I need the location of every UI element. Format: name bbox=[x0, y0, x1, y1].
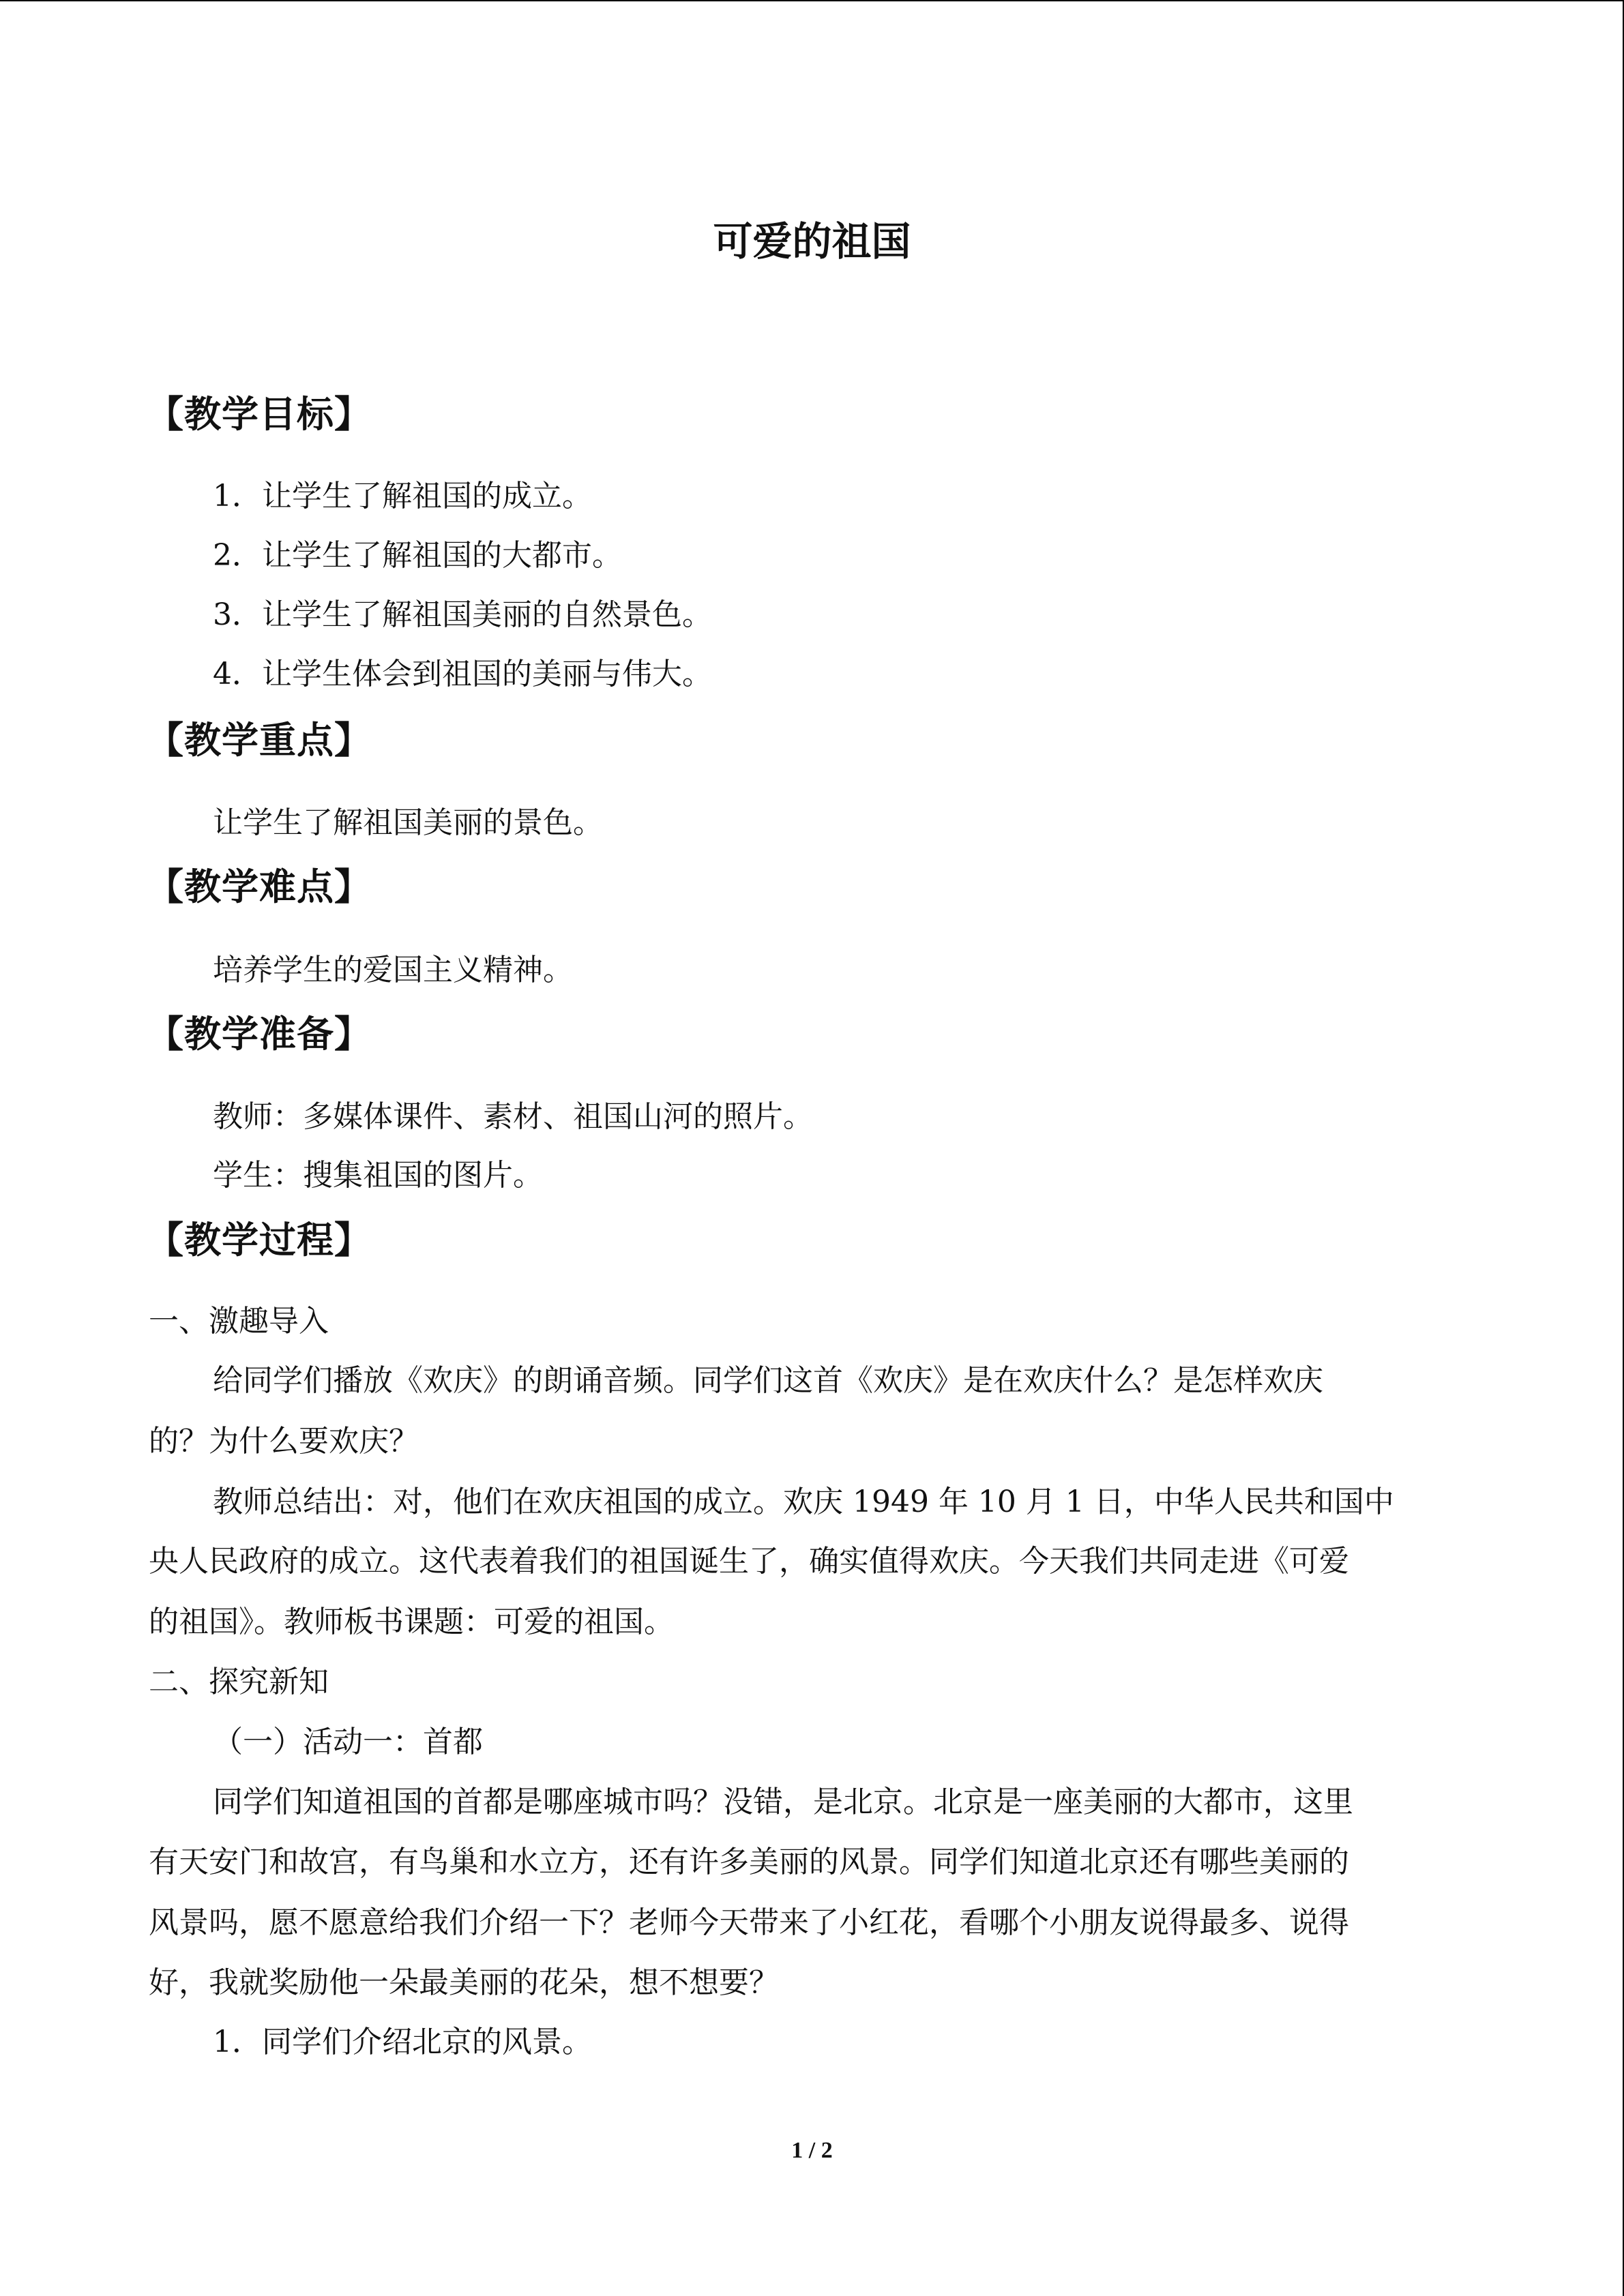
page-number: 1 / 2 bbox=[791, 2138, 833, 2163]
objective-item-3: 3．让学生了解祖国美丽的自然景色。 bbox=[213, 597, 712, 632]
heading-difficulties: 【教学难点】 bbox=[147, 865, 372, 908]
heading-process: 【教学过程】 bbox=[147, 1219, 372, 1262]
part2-title: 二、探究新知 bbox=[149, 1665, 329, 1699]
preparation-student: 学生：搜集祖国的图片。 bbox=[213, 1158, 543, 1193]
difficulties-text: 培养学生的爱国主义精神。 bbox=[213, 953, 573, 987]
part1-p1-line-1: 给同学们播放《欢庆》的朗诵音频。同学们这首《欢庆》是在欢庆什么？是怎样欢庆 bbox=[213, 1363, 1323, 1398]
part1-p2-line-1: 教师总结出：对，他们在欢庆祖国的成立。欢庆 1949 年 10 月 1 日，中华人民共和国中 bbox=[213, 1485, 1394, 1519]
part1-p2-line-2: 央人民政府的成立。这代表着我们的祖国诞生了，确实值得欢庆。今天我们共同走进《可爱 bbox=[149, 1544, 1349, 1579]
activity1-p-line-3: 风景吗，愿不愿意给我们介绍一下？老师今天带来了小红花，看哪个小朋友说得最多、说得 bbox=[149, 1905, 1349, 1940]
activity1-p-line-2: 有天安门和故宫，有鸟巢和水立方，还有许多美丽的风景。同学们知道北京还有哪些美丽的 bbox=[149, 1845, 1349, 1879]
objective-item-4: 4．让学生体会到祖国的美丽与伟大。 bbox=[213, 657, 712, 691]
part1-title: 一、激趣导入 bbox=[149, 1304, 329, 1339]
activity1-p-line-1: 同学们知道祖国的首都是哪座城市吗？没错，是北京。北京是一座美丽的大都市，这里 bbox=[213, 1785, 1353, 1819]
heading-key-points: 【教学重点】 bbox=[147, 719, 372, 762]
part1-p2-line-3: 的祖国》。教师板书课题：可爱的祖国。 bbox=[149, 1605, 674, 1639]
activity1-title: （一）活动一：首都 bbox=[213, 1725, 483, 1759]
page-title: 可爱的祖国 bbox=[713, 218, 911, 265]
objective-item-1: 1．让学生了解祖国的成立。 bbox=[213, 479, 592, 513]
activity1-item-1: 1．同学们介绍北京的风景。 bbox=[213, 2025, 592, 2059]
activity1-p-line-4: 好，我就奖励他一朵最美丽的花朵，想不想要？ bbox=[149, 1965, 779, 2000]
objective-item-2: 2．让学生了解祖国的大都市。 bbox=[213, 538, 622, 573]
preparation-teacher: 教师：多媒体课件、素材、祖国山河的照片。 bbox=[213, 1099, 813, 1134]
heading-preparation: 【教学准备】 bbox=[147, 1013, 372, 1056]
key-points-text: 让学生了解祖国美丽的景色。 bbox=[213, 805, 603, 840]
heading-objectives: 【教学目标】 bbox=[147, 393, 372, 436]
part1-p1-line-2: 的？为什么要欢庆？ bbox=[149, 1424, 419, 1459]
